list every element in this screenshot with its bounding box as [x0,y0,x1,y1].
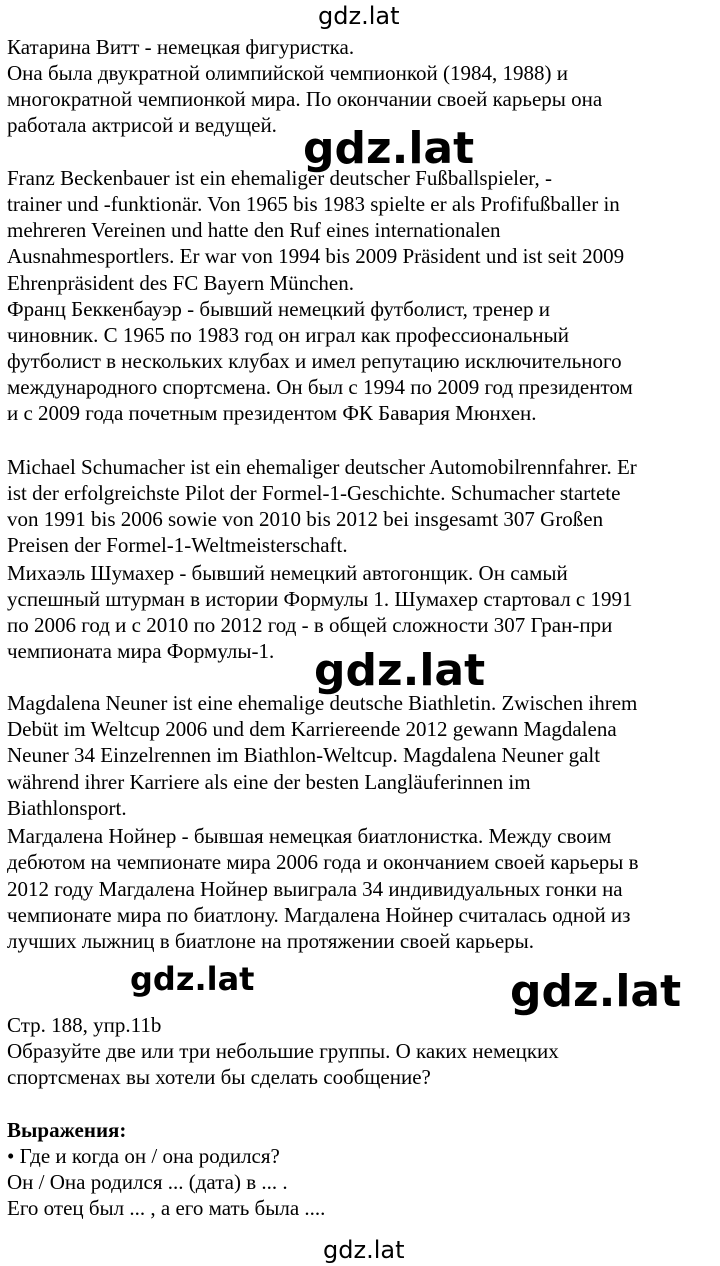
neuner-de-line: Debüt im Weltcup 2006 und dem Karriereende 2012 gewann Magdalena [7,717,617,741]
witt-line: работала актрисой и ведущей. [7,113,277,137]
beckenbauer-de-line: Ehrenpräsident des FC Bayern München. [7,271,355,295]
expression-line: Его отец был ... , а его мать была .... [7,1196,326,1220]
witt-line: Катарина Витт - немецкая фигуристка. [7,35,355,59]
expressions-heading: Выражения: [7,1118,127,1142]
schumacher-ru-line: успешный штурман в истории Формулы 1. Шумахер стартовал с 1991 [7,587,633,611]
exercise-task-line: спортсменах вы хотели бы сделать сообщение? [7,1065,431,1089]
beckenbauer-de-line: mehreren Vereinen und hatte den Ruf eines internationalen [7,218,501,242]
beckenbauer-ru-line: международного спортсмена. Он был с 1994 по 2009 год президентом [7,375,633,399]
schumacher-de-line: ist der erfolgreichste Pilot der Formel-1-Geschichte. Schumacher startete [7,481,621,505]
schumacher-ru-line: по 2006 год и с 2010 по 2012 год - в общей сложности 307 Гран-при [7,613,613,637]
neuner-ru-line: 2012 году Магдалена Нойнер выиграла 34 индивидуальных гонки на [7,877,623,901]
watermark-mid1: gdz.lat [303,123,475,174]
schumacher-de-line: Preisen der Formel-1-Weltmeisterschaft. [7,533,348,557]
expression-line: • Где и когда он / она родился? [7,1144,280,1168]
beckenbauer-ru-line: футболист в нескольких клубах и имел репутацию исключительного [7,349,622,373]
witt-line: Она была двукратной олимпийской чемпионкой (1984, 1988) и [7,61,568,85]
exercise-reference: Стр. 188, упр.11b [7,1013,162,1037]
exercise-task-line: Образуйте две или три небольшие группы. О каких немецких [7,1039,559,1063]
schumacher-de-line: von 1991 bis 2006 sowie von 2010 bis 2012 bei insgesamt 307 Großen [7,507,604,531]
watermark-mid3: gdz.lat [130,960,255,998]
neuner-de-line: Magdalena Neuner ist eine ehemalige deutsche Biathletin. Zwischen ihrem [7,691,638,715]
beckenbauer-de-line: Ausnahmesportlers. Er war von 1994 bis 2009 Präsident und ist seit 2009 [7,244,625,268]
neuner-ru-line: чемпионате мира по биатлону. Магдалена Нойнер считалась одной из [7,903,631,927]
schumacher-ru-line: Михаэль Шумахер - бывший немецкий автогонщик. Он самый [7,561,568,585]
watermark-bottom: gdz.lat [323,1236,405,1264]
neuner-de-line: während ihrer Karriere als eine der besten Langläuferinnen im [7,770,531,794]
neuner-de-line: Neuner 34 Einzelrennen im Biathlon-Weltcup. Magdalena Neuner galt [7,743,601,767]
beckenbauer-ru-line: и с 2009 года почетным президентом ФК Бавария Мюнхен. [7,401,537,425]
watermark-top: gdz.lat [318,2,400,30]
schumacher-ru-line: чемпионата мира Формулы-1. [7,639,275,663]
beckenbauer-ru-line: Франц Беккенбауэр - бывший немецкий футболист, тренер и [7,297,550,321]
watermark-mid4: gdz.lat [510,966,682,1017]
watermark-mid2: gdz.lat [314,645,486,696]
beckenbauer-ru-line: чиновник. С 1965 по 1983 год он играл как профессиональный [7,323,569,347]
neuner-ru-line: лучших лыжниц в биатлоне на протяжении своей карьеры. [7,929,535,953]
neuner-ru-line: дебютом на чемпионате мира 2006 года и окончанием своей карьеры в [7,850,639,874]
witt-line: многократной чемпионкой мира. По окончании своей карьеры она [7,87,603,111]
beckenbauer-de-line: trainer und -funktionär. Von 1965 bis 1983 spielte er als Profifußballer in [7,192,620,216]
expression-line: Он / Она родился ... (дата) в ... . [7,1170,288,1194]
schumacher-de-line: Michael Schumacher ist ein ehemaliger deutscher Automobilrennfahrer. Er [7,455,637,479]
neuner-de-line: Biathlonsport. [7,796,127,820]
neuner-ru-line: Магдалена Нойнер - бывшая немецкая биатлонистка. Между своим [7,824,612,848]
beckenbauer-de-line: Franz Beckenbauer ist ein ehemaliger deutscher Fußballspieler, - [7,166,552,190]
